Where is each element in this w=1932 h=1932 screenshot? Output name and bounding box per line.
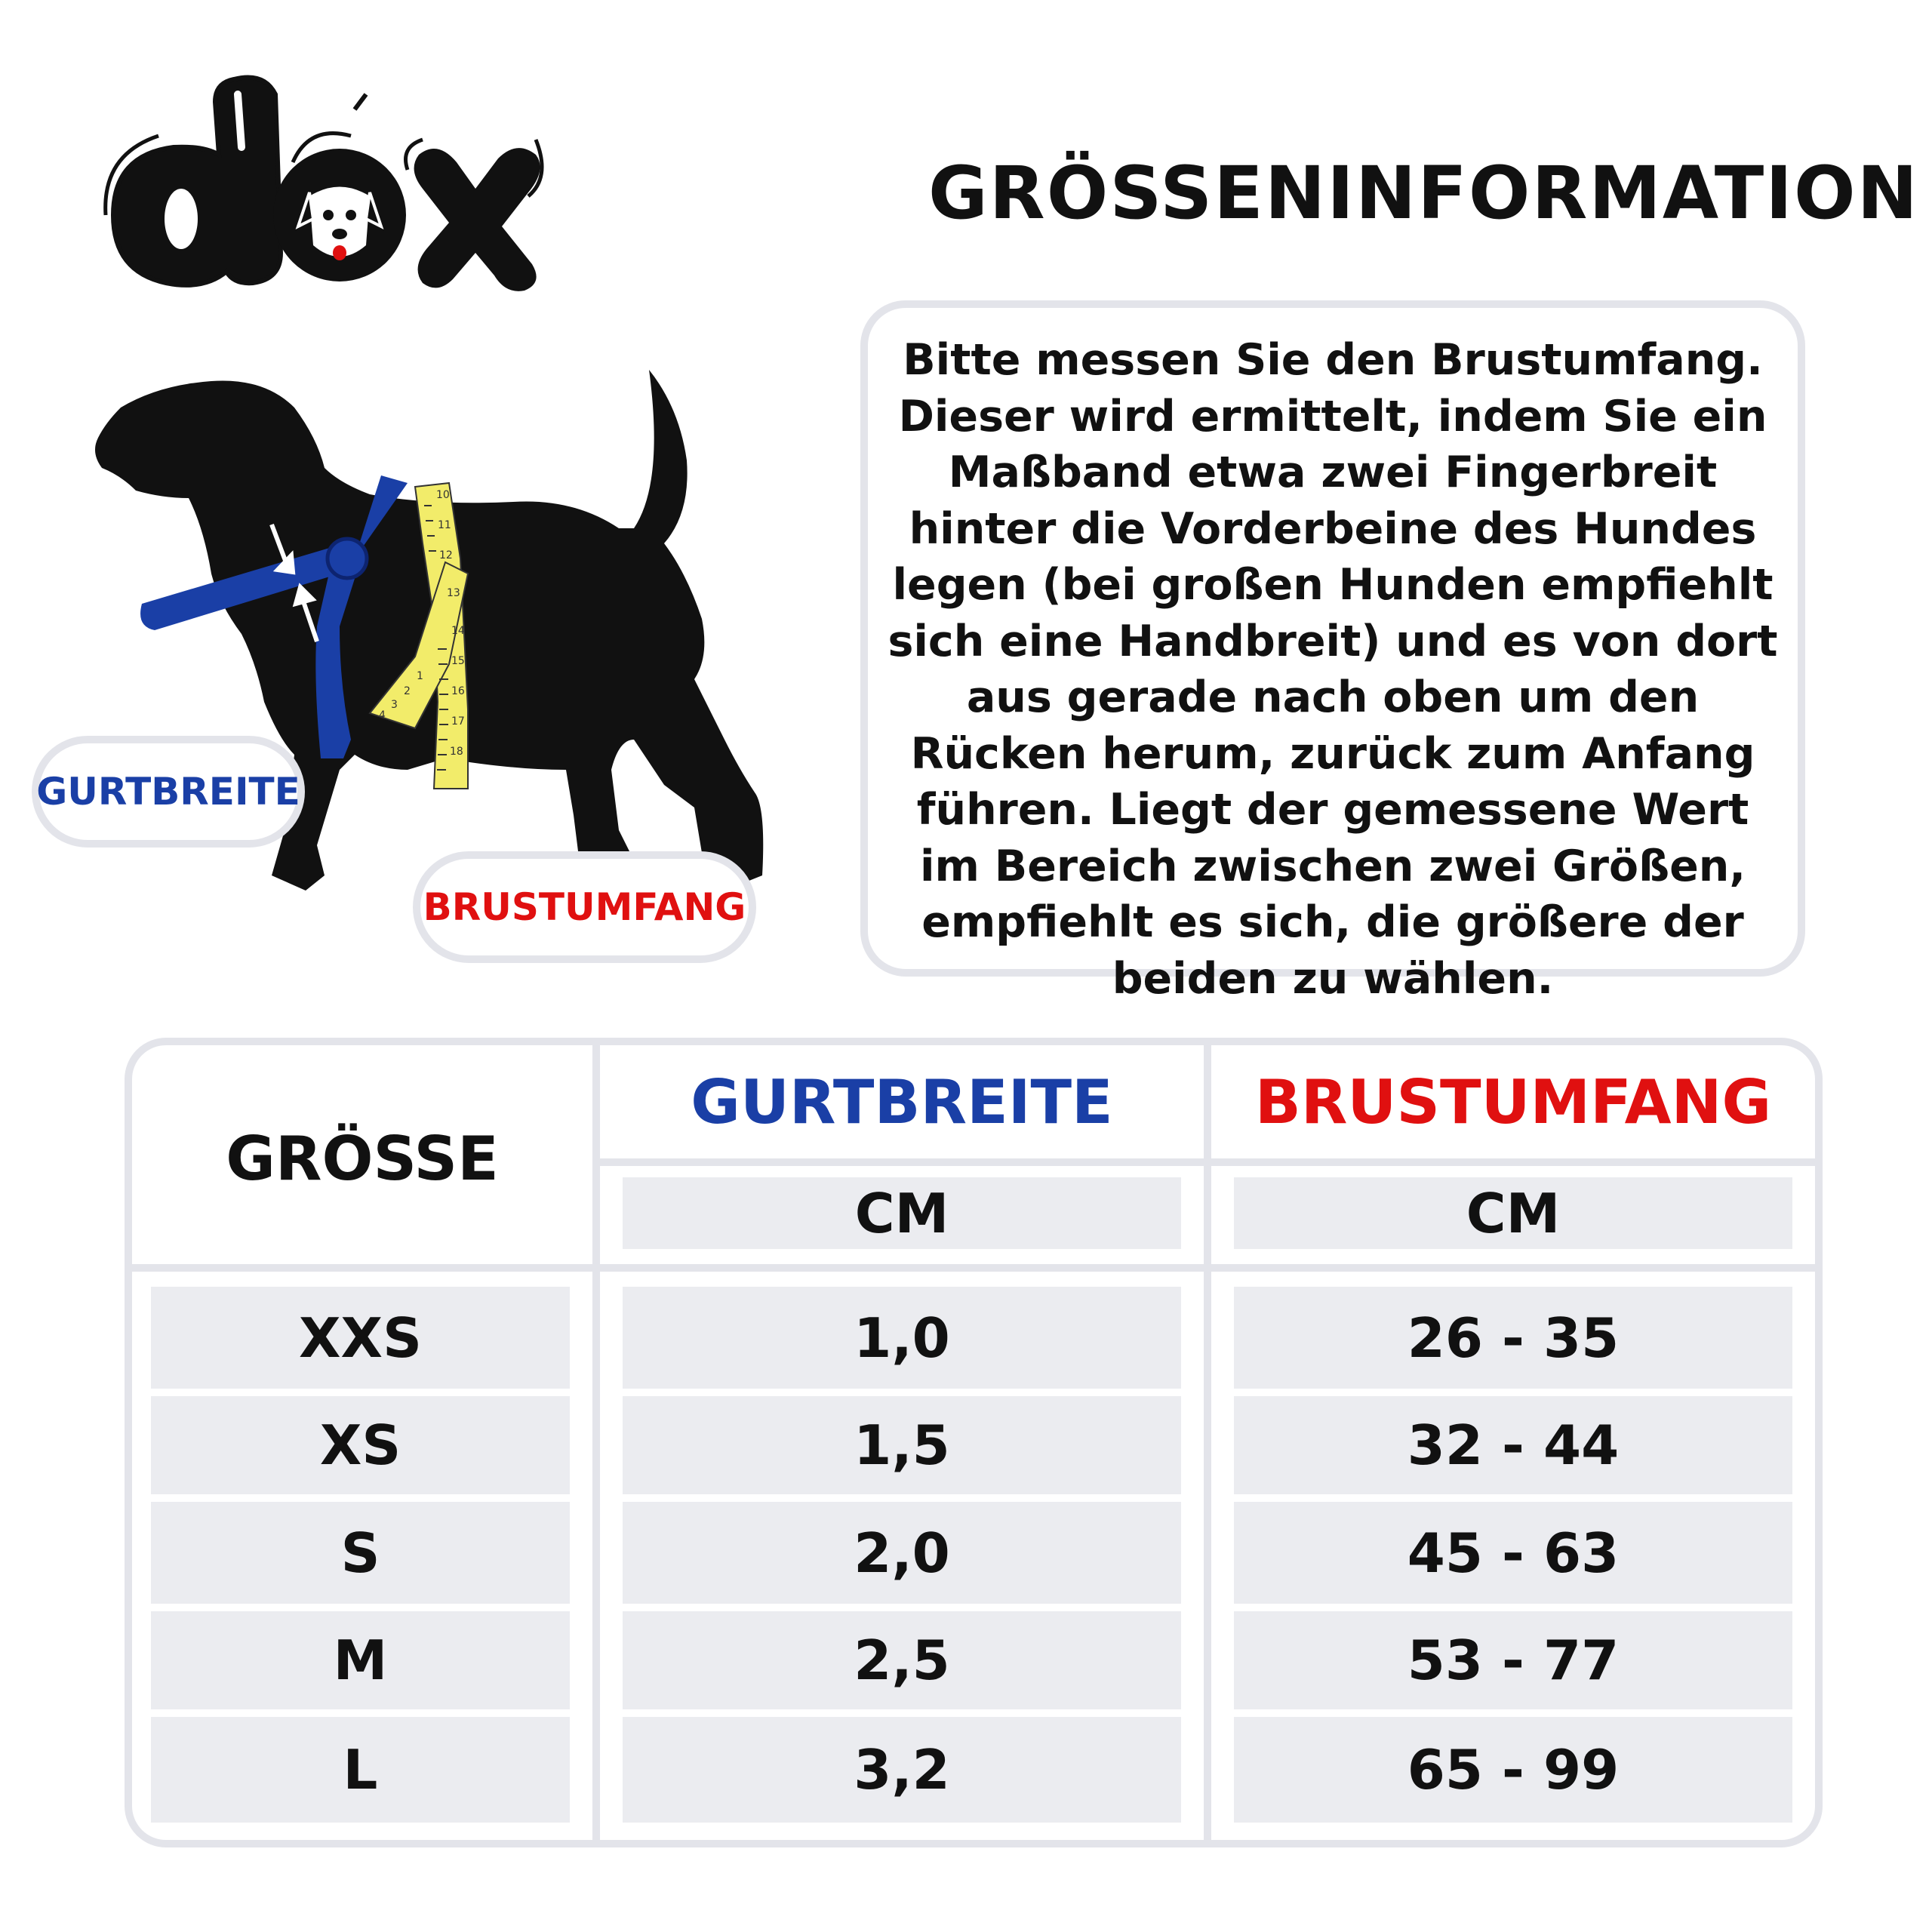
header-gurtbreite: GURTBREITE	[691, 1066, 1113, 1137]
tape-number: 1	[417, 670, 423, 682]
cell-size: XS	[151, 1396, 570, 1494]
header-size: GRÖSSE	[226, 1123, 499, 1194]
tape-number: 12	[439, 549, 453, 561]
unit-gurtbreite: CM	[623, 1177, 1181, 1249]
cell-gurtbreite: 2,0	[623, 1502, 1181, 1604]
cell-brustumfang: 45 - 63	[1234, 1502, 1792, 1604]
gurtbreite-label: GURTBREITE	[32, 736, 305, 848]
cell-size: S	[151, 1502, 570, 1604]
logo-letter-d	[106, 78, 281, 285]
tape-number: 18	[450, 746, 463, 758]
cell-gurtbreite: 3,2	[623, 1717, 1181, 1823]
unit-brustumfang: CM	[1234, 1177, 1792, 1249]
cell-gurtbreite: 2,5	[623, 1611, 1181, 1709]
logo-letter-x	[406, 140, 543, 291]
header-brustumfang: BRUSTUMFANG	[1254, 1066, 1772, 1137]
cell-brustumfang: 65 - 99	[1234, 1717, 1792, 1823]
tape-number: 14	[451, 625, 465, 637]
cell-size: M	[151, 1611, 570, 1709]
dox-logo	[83, 64, 551, 298]
tape-number: 15	[451, 655, 465, 667]
tape-number: 4	[379, 709, 386, 721]
cell-gurtbreite: 1,5	[623, 1396, 1181, 1494]
table-divider	[600, 1158, 1815, 1166]
tape-number: 16	[451, 685, 465, 697]
cell-gurtbreite: 1,0	[623, 1287, 1181, 1389]
cell-size: L	[151, 1717, 570, 1823]
tape-number: 10	[436, 489, 450, 501]
tape-number: 13	[447, 587, 460, 599]
table-divider	[592, 1045, 600, 1840]
description-text: Bitte messen Sie den Brustumfang. Dieser wird ermittelt, indem Sie ein Maßband etwa zwei Fingerbreit hinter die Vorderbeine des Hundes legen (bei großen Hunden empfiehlt sich eine Handbreit) und es von dort aus gerade nach oben um den Rücken herum, zurück zum Anfang führen. Liegt der gemessene Wert im Bereich zwischen zwei Größen, empfiehlt es sich, die größere der beiden zu wählen.	[888, 335, 1778, 1004]
cell-brustumfang: 53 - 77	[1234, 1611, 1792, 1709]
brustumfang-label: BRUSTUMFANG	[413, 851, 756, 963]
cell-brustumfang: 26 - 35	[1234, 1287, 1792, 1389]
cell-size: XXS	[151, 1287, 570, 1389]
page-title: GRÖSSENINFORMATION	[928, 151, 1919, 235]
tape-number: 17	[451, 715, 465, 728]
tape-number: 2	[404, 685, 411, 697]
tape-number: 11	[438, 519, 451, 531]
cell-brustumfang: 32 - 44	[1234, 1396, 1792, 1494]
tape-number: 3	[391, 699, 398, 711]
